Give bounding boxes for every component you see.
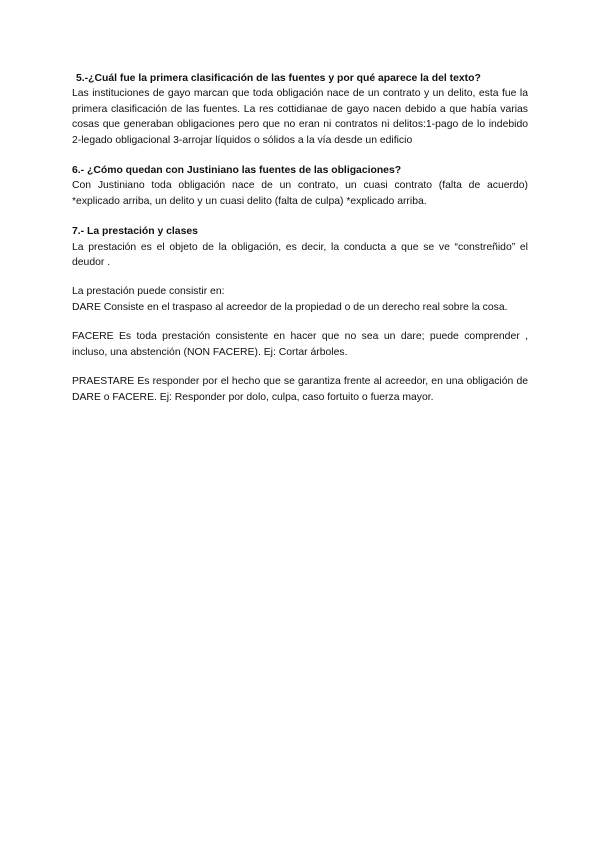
section-7-paragraph-definition: La prestación es el objeto de la obligación, es decir, la conducta a que se ve “constreñido” el deudor . [72, 241, 528, 269]
section-6-paragraph: Con Justiniano toda obligación nace de un contrato, un cuasi contrato (falta de acuerdo) *explicado arriba, un delito y un cuasi delito (falta de culpa) *explicado arriba. [72, 180, 528, 207]
section-7-paragraph-dare: La prestación puede consistir en: DARE Consiste en el traspaso al acreedor de la propiedad o de un derecho real sobre la cosa. [72, 286, 508, 313]
section-5-paragraph: Las instituciones de gayo marcan que toda obligación nace de un contrato y un delito, esta fue la primera clasificación de las fuentes. La res cottidianae de gayo nacen debido a que había varias cosas que generaban obligaciones pero que no eran ni contratos ni delitos:1-pago de lo indebido 2-legado obligacional 3-arrojar líquidos o sólidos a la vía desde un edificio [72, 88, 528, 146]
section-7-heading: 7.- La prestación y clases [72, 226, 198, 238]
document-page [72, 71, 528, 405]
section-6-heading: 6.- ¿Cómo quedan con Justiniano las fuentes de las obligaciones? [72, 165, 402, 177]
section-7-paragraph-facere: FACERE Es toda prestación consistente en hacer que no sea un dare; puede comprender , incluso, una abstención (NON FACERE). Ej: Cortar árboles. [72, 331, 528, 358]
section-5-heading: 5.-¿Cuál fue la primera clasificación de las fuentes y por qué aparece la del texto? [76, 73, 481, 84]
section-7-paragraph-praestare: PRAESTARE Es responder por el hecho que se garantiza frente al acreedor, en una obligación de DARE o FACERE. Ej: Responder por dolo, culpa, caso fortuito o fuerza mayor. [72, 376, 528, 403]
